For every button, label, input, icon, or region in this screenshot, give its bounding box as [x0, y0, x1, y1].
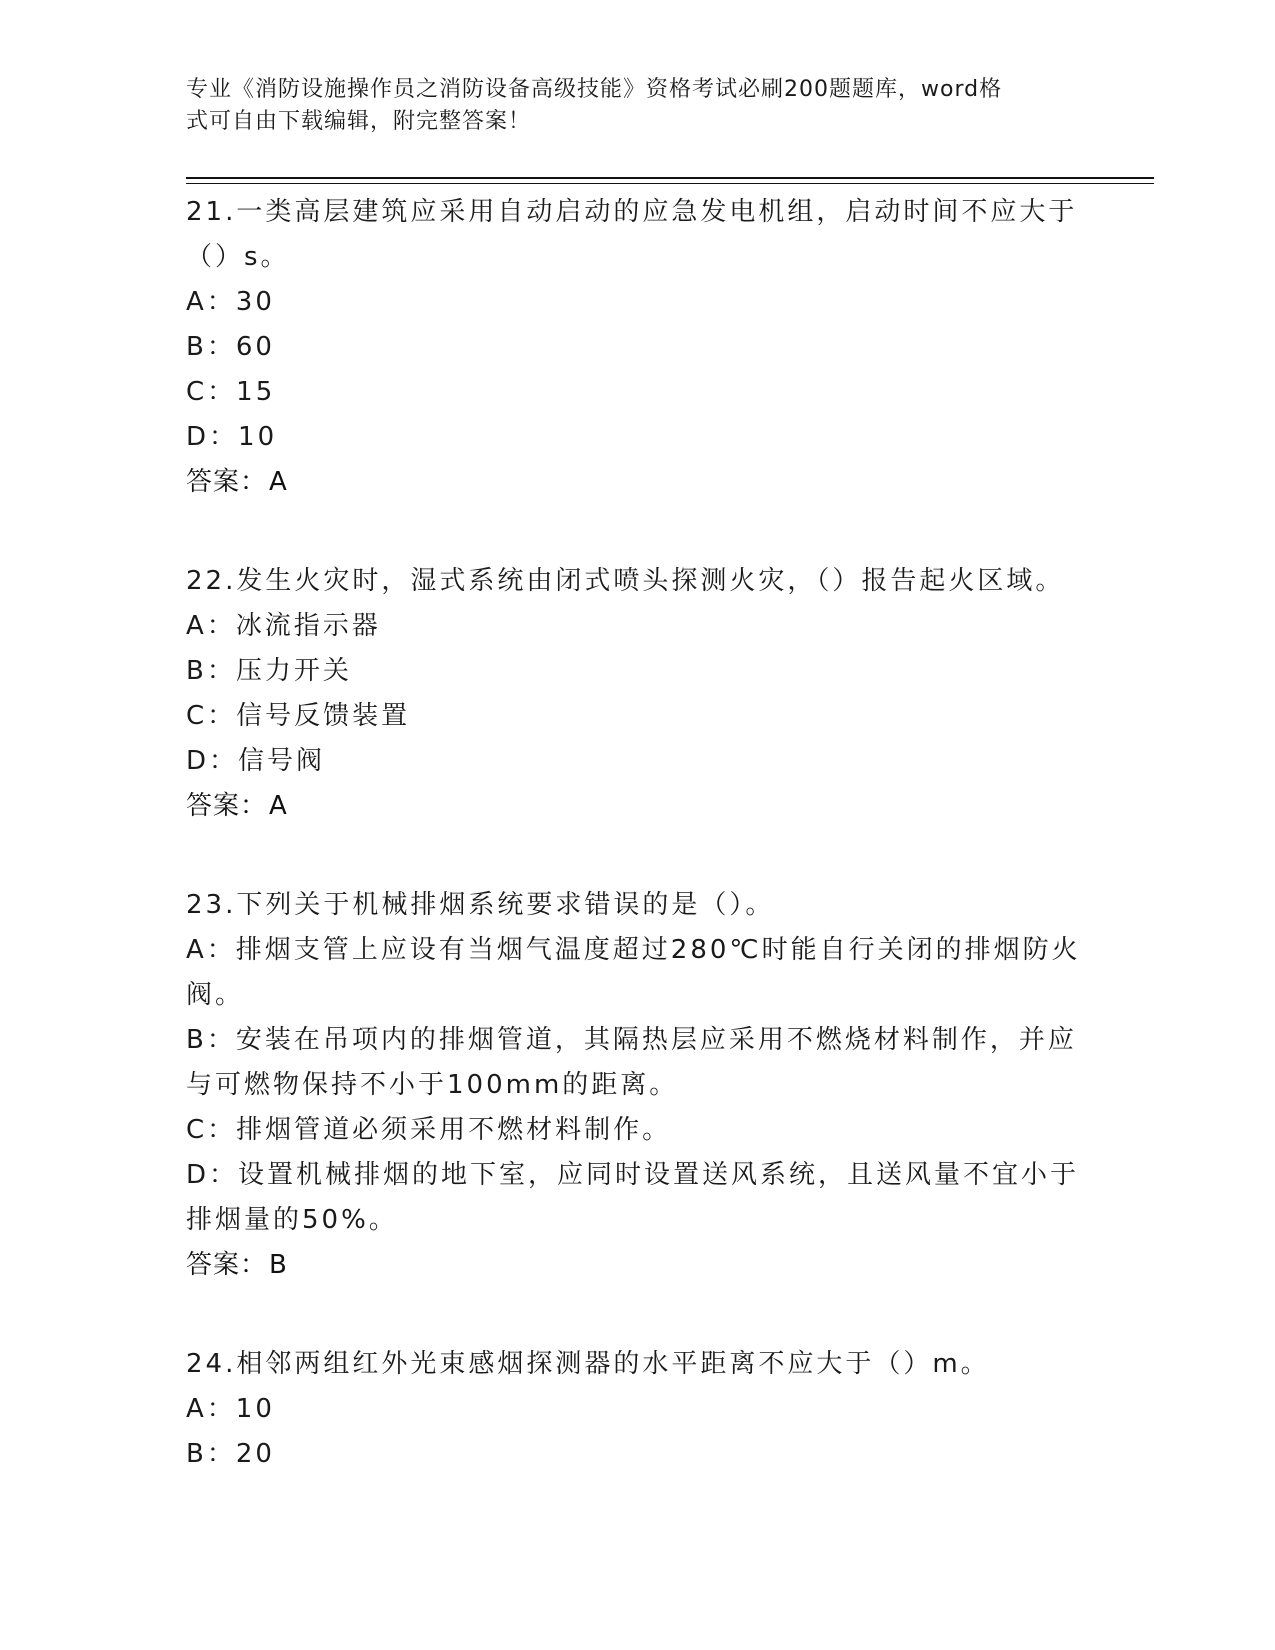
correct-answer: [186, 784, 1086, 829]
answer-option: C：信号反馈装置: [186, 701, 411, 731]
answer-option: C：15: [186, 377, 276, 407]
document-header: [186, 74, 1066, 138]
answer-label: 答案：: [186, 1250, 268, 1280]
answer-option: B：60: [186, 332, 275, 362]
answer-option: B：20: [186, 1439, 275, 1469]
header-line-1: 专业《消防设施操作员之消防设备高级技能》资格考试必刷200题题库，word格: [186, 77, 1003, 102]
header-line-2: 式可自由下载编辑，附完整答案！: [186, 109, 532, 134]
question-stem: 24.相邻两组红外光束感烟探测器的水平距离不应大于（）m。: [186, 1349, 990, 1379]
question-list: [186, 190, 1086, 1531]
header-divider-thick: [186, 177, 1154, 179]
question-stem: （）s。: [186, 242, 290, 272]
header-divider-thin: [186, 183, 1154, 184]
answer-option: D：10: [186, 422, 278, 452]
answer-option: A：排烟支管上应设有当烟气温度超过280℃时能自行关闭的排烟防火: [186, 935, 1081, 965]
question-block: [186, 1342, 1086, 1477]
correct-answer: [186, 460, 1086, 505]
answer-option: 阀。: [186, 980, 245, 1010]
question-stem: 21.一类高层建筑应采用自动启动的应急发电机组，启动时间不应大于: [186, 197, 1078, 227]
question-block: [186, 559, 1086, 829]
answer-option: A：30: [186, 287, 275, 317]
answer-option: 排烟量的50%。: [186, 1205, 398, 1235]
answer-option: B：压力开关: [186, 656, 352, 686]
answer-option: B：安装在吊项内的排烟管道，其隔热层应采用不燃烧材料制作，并应: [186, 1025, 1077, 1055]
answer-value: B: [269, 1250, 288, 1280]
question-stem: 23.下列关于机械排烟系统要求错误的是（）。: [186, 890, 775, 920]
answer-label: 答案：: [186, 467, 268, 497]
question-block: [186, 883, 1086, 1288]
answer-option: 与可燃物保持不小于100mm的距离。: [186, 1070, 679, 1100]
answer-option: C：排烟管道必须采用不燃材料制作。: [186, 1115, 672, 1145]
answer-option: A：10: [186, 1394, 275, 1424]
correct-answer: [186, 1243, 1086, 1288]
answer-option: A：冰流指示器: [186, 611, 381, 641]
question-stem: 22.发生火灾时，湿式系统由闭式喷头探测火灾，（）报告起火区域。: [186, 566, 1065, 596]
answer-option: D：信号阀: [186, 746, 326, 776]
answer-value: A: [269, 791, 288, 821]
answer-value: A: [269, 467, 288, 497]
answer-label: 答案：: [186, 791, 268, 821]
answer-option: D：设置机械排烟的地下室，应同时设置送风系统，且送风量不宜小于: [186, 1160, 1080, 1190]
question-block: [186, 190, 1086, 505]
